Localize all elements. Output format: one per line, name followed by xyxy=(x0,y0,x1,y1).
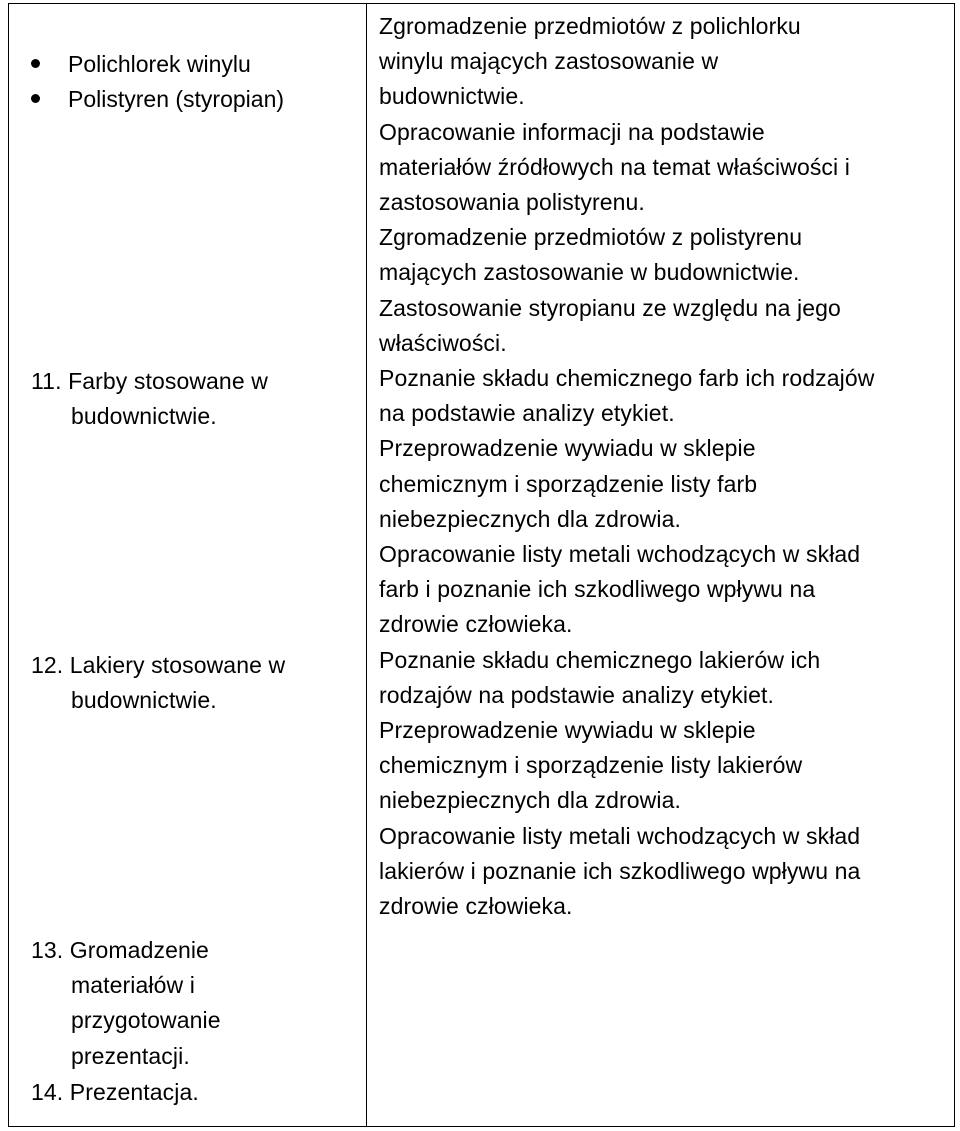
document-table xyxy=(8,3,955,1127)
description-line: Zgromadzenie przedmiotów z polichlorku xyxy=(379,13,801,39)
description-line: na podstawie analizy etykiet. xyxy=(379,400,675,427)
item-text: budownictwie. xyxy=(71,687,217,714)
description-line: chemicznym i sporządzenie listy lakierów xyxy=(379,752,803,779)
description-line: Przeprowadzenie wywiadu w sklepie xyxy=(379,717,756,744)
description-line: Poznanie składu chemicznego farb ich rodzajów xyxy=(379,365,875,392)
bullet-text: Polichlorek winylu xyxy=(68,51,251,77)
column-divider xyxy=(366,4,367,1126)
description-line: Zgromadzenie przedmiotów z polistyrenu xyxy=(379,224,803,251)
description-line: zdrowie człowieka. xyxy=(379,611,573,638)
description-line: Poznanie składu chemicznego lakierów ich xyxy=(379,646,821,673)
description-line: zastosowania polistyrenu. xyxy=(379,189,645,216)
item-text: budownictwie. xyxy=(71,403,217,430)
description-line: Opracowanie listy metali wchodzących w skład xyxy=(379,541,861,568)
bullet-item xyxy=(31,82,284,117)
description-line: farb i poznanie ich szkodliwego wpływu na xyxy=(379,576,816,603)
description-cell xyxy=(379,9,874,924)
description-line: niebezpiecznych dla zdrowia. xyxy=(379,787,681,814)
description-line: budownictwie. xyxy=(379,83,525,110)
description-line: właściwości. xyxy=(379,329,507,356)
description-line: Opracowanie listy metali wchodzących w skład xyxy=(379,822,861,849)
list-item xyxy=(31,648,285,718)
item-text: materiałów i xyxy=(71,972,195,999)
item-number: 14. xyxy=(31,1079,64,1105)
list-item xyxy=(31,364,268,434)
bullet-icon xyxy=(31,94,40,103)
item-text: Gromadzenie xyxy=(69,937,209,963)
item-text: Prezentacja. xyxy=(69,1079,199,1105)
bullet-text: Polistyren (styropian) xyxy=(68,86,285,112)
item-text: Farby stosowane w xyxy=(68,368,268,394)
bullet-icon xyxy=(31,59,40,68)
description-line: Opracowanie informacji na podstawie xyxy=(379,118,765,145)
item-text: Lakiery stosowane w xyxy=(69,652,286,678)
description-line: mających zastosowanie w budownictwie. xyxy=(379,259,800,286)
bullet-item xyxy=(31,47,251,82)
item-text: prezentacji. xyxy=(71,1042,190,1069)
item-number: 11. xyxy=(31,368,62,394)
description-line: Przeprowadzenie wywiadu w sklepie xyxy=(379,435,756,462)
item-number: 13. xyxy=(31,937,64,963)
description-line: lakierów i poznanie ich szkodliwego wpływu na xyxy=(379,857,861,884)
item-number: 12. xyxy=(31,652,64,678)
description-line: chemicznym i sporządzenie listy farb xyxy=(379,470,758,497)
item-text: przygotowanie xyxy=(71,1007,221,1034)
description-line: Zastosowanie styropianu ze względu na jego xyxy=(379,294,841,321)
description-line: materiałów źródłowych na temat właściwości i xyxy=(379,153,850,180)
list-item xyxy=(31,933,221,1074)
description-line: zdrowie człowieka. xyxy=(379,893,573,920)
description-line: winylu mających zastosowanie w xyxy=(379,48,719,75)
list-item xyxy=(31,1075,199,1110)
description-line: niebezpiecznych dla zdrowia. xyxy=(379,505,681,532)
description-line: rodzajów na podstawie analizy etykiet. xyxy=(379,681,775,708)
